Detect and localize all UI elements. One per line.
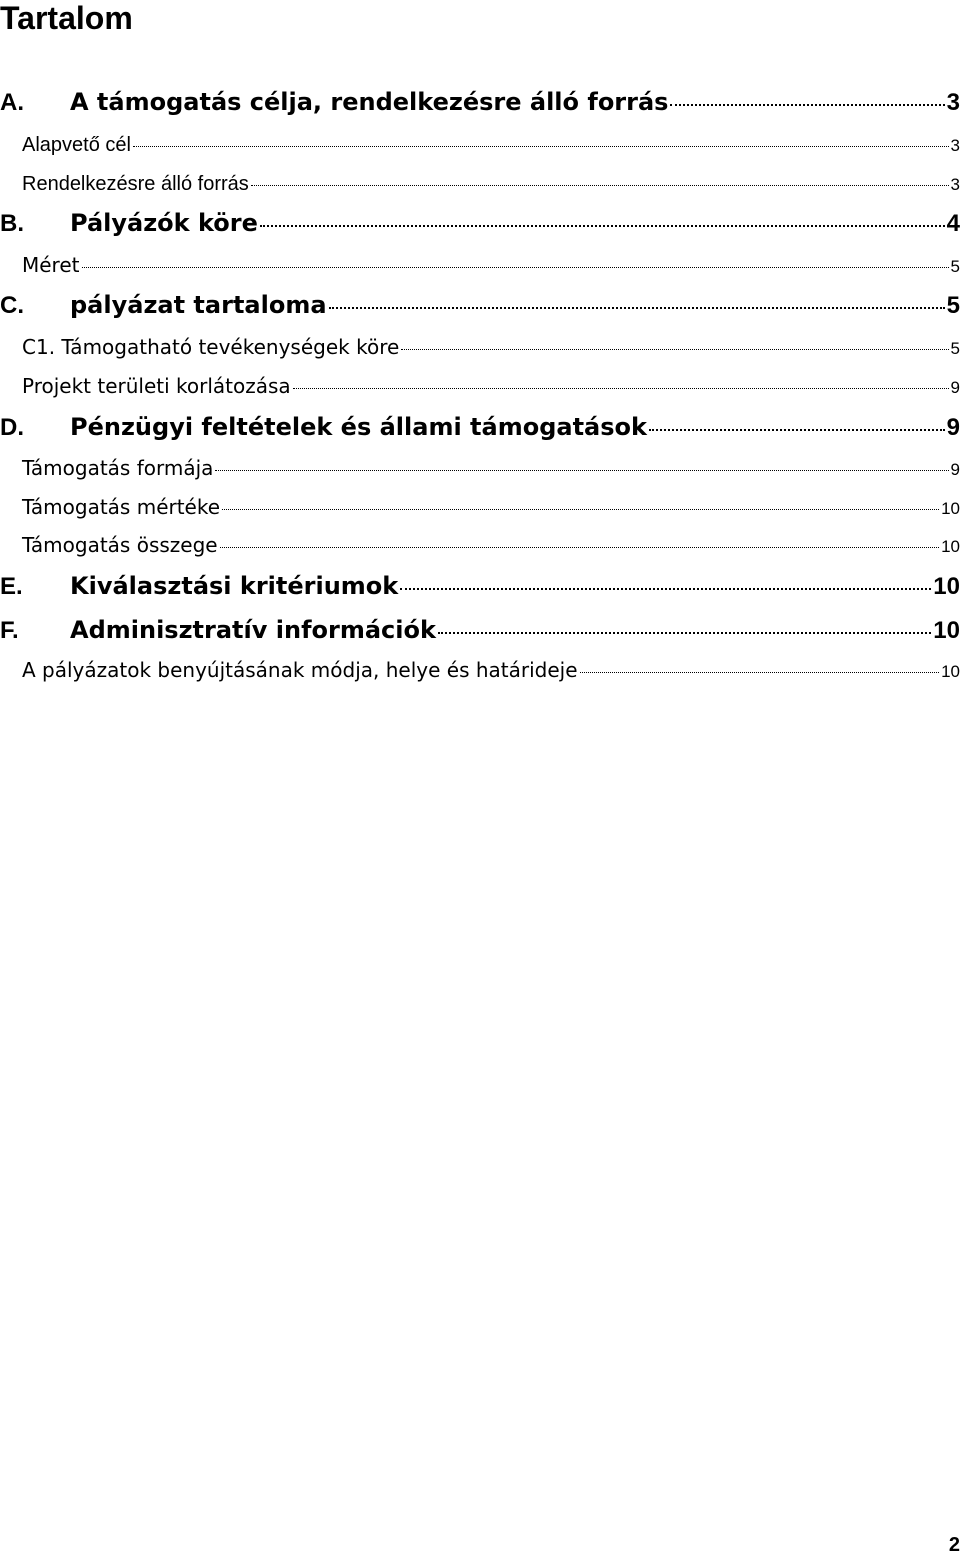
toc-entry-meret[interactable] [0,252,960,278]
toc-entry-page: 3 [950,175,960,194]
page-number: 2 [948,1534,960,1556]
toc-entry-label: Pénzügyi feltételek és állami támogatások [70,413,647,441]
toc-entry-label: A pályázatok benyújtásának módja, helye és határideje [22,658,578,682]
toc-entry-page: 10 [933,573,960,600]
toc-entry-page: 9 [950,460,960,479]
toc-entry-benyujtas[interactable] [0,657,960,683]
toc-entry-tamogatas-osszege[interactable] [0,532,960,558]
toc-entry-b[interactable] [0,207,960,239]
dot-leader [401,334,948,354]
toc-entry-number: B. [0,210,24,237]
toc-entry-c1[interactable] [0,334,960,360]
dot-leader [400,570,931,594]
toc-entry-page: 10 [941,662,960,681]
dot-leader [82,252,949,272]
toc-entry-page: 3 [950,136,960,155]
toc-entry-number: D. [0,414,24,441]
toc-entry-d[interactable] [0,411,960,443]
toc-entry-page: 9 [946,414,960,441]
dot-leader [260,207,945,231]
toc-entry-label: Támogatás formája [22,456,214,480]
dot-leader [649,411,945,435]
toc-entry-f[interactable] [0,614,960,646]
toc-entry-label: Méret [22,253,80,277]
toc-entry-projekt-teruleti-korlatozasa[interactable] [0,373,960,399]
toc-entry-c[interactable] [0,289,960,321]
toc-entry-label: C1. Támogatható tevékenységek köre [22,335,400,359]
toc-entry-label: Kiválasztási kritériumok [70,572,399,600]
toc-entry-label: Pályázók köre [70,209,258,237]
toc-entry-label: Rendelkezésre álló forrás [22,173,249,195]
toc-entry-page: 5 [950,339,960,358]
toc-entry-label: Projekt területi korlátozása [22,374,291,398]
toc-entry-page: 10 [941,499,960,518]
dot-leader [670,86,944,110]
toc-entry-e[interactable] [0,570,960,602]
dot-leader [329,289,945,313]
dot-leader [215,455,948,475]
toc-entry-tamogatas-merteke[interactable] [0,494,960,520]
toc-entry-alapveto-cel[interactable] [0,131,960,157]
toc-entry-number: C. [0,292,24,319]
toc-entry-label: pályázat tartaloma [70,291,327,319]
toc-entry-page: 10 [941,537,960,556]
toc-entry-page: 5 [950,257,960,276]
toc-entry-label: Adminisztratív információk [70,616,436,644]
toc-entry-label: Alapvető cél [22,134,131,156]
toc-entry-number: F. [0,617,19,644]
toc-entry-number: A. [0,89,24,116]
dot-leader [438,614,931,638]
dot-leader [580,657,940,677]
dot-leader [133,131,949,151]
toc-entry-page: 3 [946,89,960,116]
toc-entry-page: 9 [950,378,960,397]
toc-entry-a[interactable] [0,86,960,118]
toc-entry-page: 5 [946,292,960,319]
toc-entry-rendelkezesre-allo-forras[interactable] [0,170,960,196]
toc-entry-label: Támogatás összege [22,533,218,557]
toc-entry-page: 4 [946,210,960,237]
toc-entry-number: E. [0,573,23,600]
toc-entry-label: Támogatás mértéke [22,495,221,519]
dot-leader [220,532,939,552]
dot-leader [251,170,949,190]
page-title: Tartalom [0,0,133,36]
toc-entry-label: A támogatás célja, rendelkezésre álló forrás [70,88,669,116]
toc-entry-tamogatas-formaja[interactable] [0,455,960,481]
dot-leader [222,494,939,514]
dot-leader [293,373,949,393]
toc-entry-page: 10 [933,617,960,644]
